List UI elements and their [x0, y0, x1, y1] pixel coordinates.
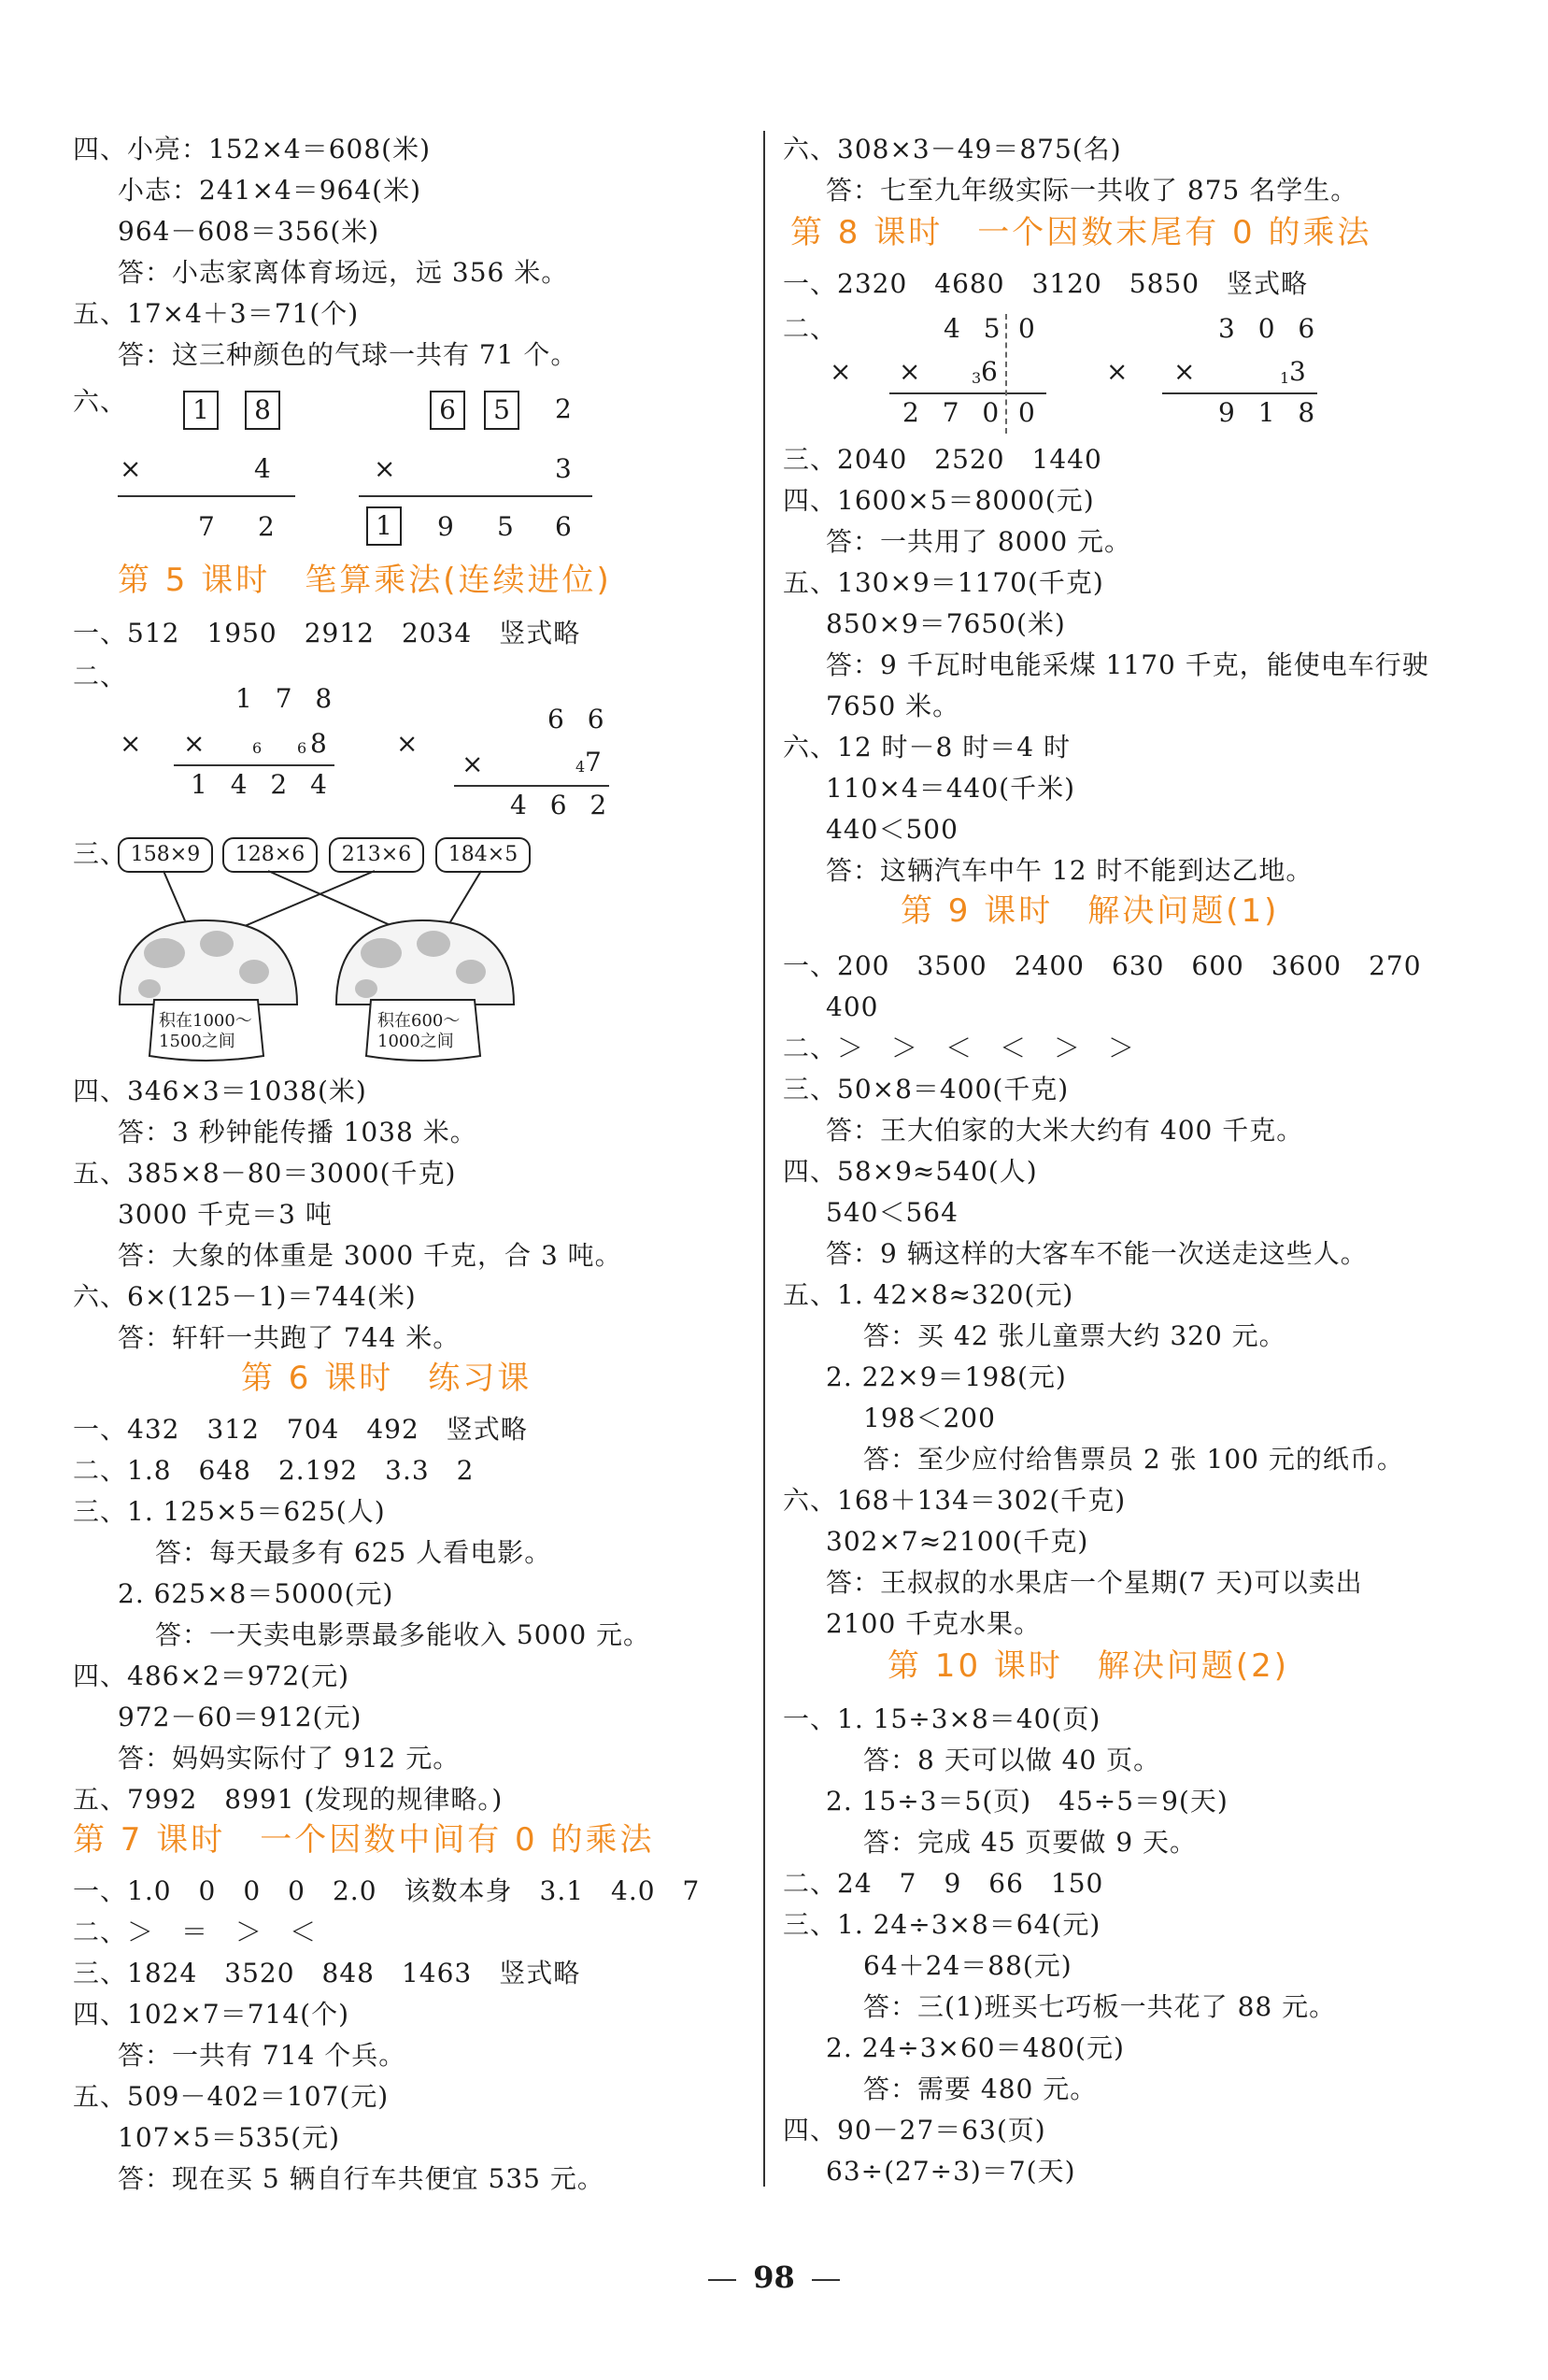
line: 五、1. 42×8≈320(元): [783, 1279, 1074, 1310]
line: 3000 千克＝3 吨: [118, 1199, 333, 1230]
line: 小志：241×4＝964(米): [118, 175, 422, 206]
line: 2100 千克水果。: [826, 1608, 1042, 1639]
carry-digit: 6: [252, 739, 263, 757]
digit-box: 5: [484, 391, 519, 430]
line: 答：9 辆这样的大客车不能一次送走这些人。: [826, 1238, 1368, 1269]
times-sign: ×: [396, 728, 419, 759]
mushroom-label: 1500之间: [159, 1032, 235, 1051]
times-sign: ×: [462, 748, 484, 779]
digit: 0: [1018, 313, 1035, 344]
carry-digit: 1: [1280, 369, 1290, 387]
times-sign: ×: [830, 356, 852, 387]
section-heading: 第 9 课时 解决问题(1): [901, 892, 1280, 930]
line: 198＜200: [863, 1403, 996, 1433]
line: 四、346×3＝1038(米): [73, 1076, 367, 1106]
expression-oval: 213×6: [329, 837, 424, 873]
mushroom-label: 积在600～: [377, 1011, 461, 1031]
line: 六、6×(125－1)＝744(米): [73, 1281, 417, 1312]
line: 63÷(27÷3)＝7(天): [826, 2156, 1076, 2187]
section-heading: 第 7 课时 一个因数中间有 0 的乘法: [73, 1821, 655, 1859]
line: 四、102×7＝714(个): [73, 1999, 350, 2030]
line: 440＜500: [826, 814, 959, 845]
section-label: 六、: [73, 386, 128, 417]
rule-line: [1162, 392, 1317, 394]
digit: 6: [555, 511, 572, 542]
line: 三、1. 24÷3×8＝64(元): [783, 1909, 1101, 1940]
line: 一、2320 4680 3120 5850 竖式略: [783, 268, 1309, 299]
line: 答：完成 45 页要做 9 天。: [863, 1827, 1198, 1858]
line: 答：一共用了 8000 元。: [826, 526, 1132, 557]
line: 答：需要 480 元。: [863, 2074, 1098, 2104]
column-divider: [763, 131, 765, 2187]
line: 107×5＝535(元): [118, 2122, 341, 2153]
page-dash-left: [708, 2279, 736, 2281]
digit: 2: [258, 511, 275, 542]
line: 答：小志家离体育场远，远 356 米。: [118, 257, 569, 288]
digit: 3: [555, 453, 572, 484]
digit: 0: [1018, 397, 1035, 428]
line: 答：8 天可以做 40 页。: [863, 1745, 1161, 1775]
section-heading: 第 5 课时 笔算乘法(连续进位): [118, 562, 612, 599]
line: 一、432 312 704 492 竖式略: [73, 1414, 528, 1445]
digits: 3 0 6: [1218, 313, 1323, 344]
expression-oval: 158×9: [118, 837, 213, 873]
line: 2. 625×8＝5000(元): [118, 1578, 394, 1609]
times-sign: ×: [1173, 356, 1196, 387]
line: 540＜564: [826, 1197, 959, 1228]
line: 四、90－27＝63(页): [783, 2115, 1046, 2145]
line: 答：一天卖电影票最多能收入 5000 元。: [155, 1619, 651, 1650]
page-number-text: 98: [753, 2259, 795, 2295]
line: 四、1600×5＝8000(元): [783, 485, 1095, 516]
section-label: 三、: [73, 838, 128, 869]
times-sign: ×: [120, 728, 142, 759]
times-sign: ×: [1106, 356, 1129, 387]
separator-dashed: [1005, 314, 1007, 434]
line: 一、1. 15÷3×8＝40(页): [783, 1703, 1101, 1734]
line: 二、1.8 648 2.192 3.3 2: [73, 1455, 475, 1486]
digit: 2: [555, 393, 572, 424]
digit-box: 1: [183, 391, 219, 430]
line: 六、12 时－8 时＝4 时: [783, 732, 1071, 762]
line: 答：一共有 714 个兵。: [118, 2040, 406, 2071]
line: 答：至少应付给售票员 2 张 100 元的纸币。: [863, 1444, 1404, 1475]
digit: 5: [497, 511, 514, 542]
line: 一、1.0 0 0 0 2.0 该数本身 3.1 4.0 7: [73, 1875, 701, 1906]
mushroom-label: 积在1000～: [159, 1011, 252, 1031]
line: 四、58×9≈540(人): [783, 1156, 1038, 1187]
digit: 8: [310, 728, 327, 759]
times-sign: ×: [374, 453, 396, 484]
times-sign: ×: [120, 453, 142, 484]
line: 三、1824 3520 848 1463 竖式略: [73, 1958, 581, 1988]
line: 110×4＝440(千米): [826, 773, 1076, 804]
line: 答：现在买 5 辆自行车共便宜 535 元。: [118, 2163, 604, 2194]
digits: 1 7 8: [235, 683, 340, 714]
line: 五、130×9＝1170(千克): [783, 567, 1104, 598]
line: 答：王叔叔的水果店一个星期(7 天)可以卖出: [826, 1567, 1363, 1598]
line: 答：买 42 张儿童票大约 320 元。: [863, 1320, 1286, 1351]
line: 400: [826, 991, 879, 1022]
page-number: [0, 2259, 1548, 2295]
line: 964－608＝356(米): [118, 216, 380, 247]
digit: 9: [437, 511, 454, 542]
digits: 6 6: [547, 704, 612, 734]
carry-digit: 4: [575, 758, 586, 776]
digit-box: 6: [430, 391, 465, 430]
line: 2. 22×9＝198(元): [826, 1361, 1067, 1392]
mushroom-label: 1000之间: [377, 1032, 454, 1051]
expression-oval: 128×6: [222, 837, 318, 873]
line: 二、＞ ＞ ＜ ＜ ＞ ＞: [783, 1033, 1136, 1063]
times-sign: ×: [899, 356, 921, 387]
line: 二、＞ ＝ ＞ ＜: [73, 1917, 318, 1947]
line: 五、509－402＝107(元): [73, 2081, 390, 2112]
line: 302×7≈2100(千克): [826, 1526, 1089, 1557]
matching-lines: [0, 0, 766, 1065]
times-sign: ×: [183, 728, 206, 759]
digits: 9 1 8: [1218, 397, 1323, 428]
line: 一、200 3500 2400 630 600 3600 270: [783, 950, 1422, 981]
line: 答：这三种颜色的气球一共有 71 个。: [118, 339, 578, 370]
line: 五、7992 8991 (发现的规律略。): [73, 1784, 504, 1815]
digit: 4: [254, 453, 271, 484]
line: 64＋24＝88(元): [863, 1950, 1072, 1981]
line: 三、2040 2520 1440: [783, 444, 1102, 475]
line: 答：妈妈实际付了 912 元。: [118, 1743, 461, 1774]
section-heading: 第 8 课时 一个因数末尾有 0 的乘法: [790, 214, 1372, 251]
digits: 4 6 2: [510, 790, 615, 820]
line: 答：这辆汽车中午 12 时不能到达乙地。: [826, 855, 1314, 886]
line: 答：9 千瓦时电能采煤 1170 千克，能使电车行驶: [826, 649, 1429, 680]
digit: 3: [1289, 356, 1306, 387]
line: 二、24 7 9 66 150: [783, 1868, 1104, 1899]
digit-box: 8: [245, 391, 280, 430]
line: 850×9＝7650(米): [826, 608, 1066, 639]
carry-digit: 6: [297, 739, 307, 757]
line: 五、17×4＋3＝71(个): [73, 298, 360, 329]
line: 六、168＋134＝302(千克): [783, 1485, 1127, 1516]
line: 三、50×8＝400(千克): [783, 1074, 1070, 1104]
rule-line: [889, 392, 1046, 394]
line: 答：每天最多有 625 人看电影。: [155, 1537, 552, 1568]
line: 2. 15÷3＝5(页) 45÷5＝9(天): [826, 1786, 1228, 1817]
digits: 4 5: [944, 313, 1008, 344]
line: 972－60＝912(元): [118, 1702, 362, 1732]
digit-box: 1: [366, 506, 402, 546]
line: 答：轩轩一共跑了 744 米。: [118, 1322, 461, 1353]
line: 四、486×2＝972(元): [73, 1660, 350, 1691]
line: 二、: [73, 661, 128, 691]
line: 五、385×8－80＝3000(千克): [73, 1158, 457, 1189]
carry-digit: 3: [972, 369, 982, 387]
expression-oval: 184×5: [435, 837, 531, 873]
digit: 7: [198, 511, 215, 542]
line: 2. 24÷3×60＝480(元): [826, 2032, 1125, 2063]
line: 一、512 1950 2912 2034 竖式略: [73, 618, 581, 648]
line: 答：王大伯家的大米大约有 400 千克。: [826, 1115, 1304, 1146]
line: 7650 米。: [826, 691, 960, 721]
line: 六、308×3－49＝875(名): [783, 134, 1122, 164]
line: 二、: [783, 313, 838, 344]
digit: 6: [981, 356, 998, 387]
line: 答：七至九年级实际一共收了 875 名学生。: [826, 175, 1358, 206]
section-heading: 第 6 课时 练习课: [241, 1360, 533, 1397]
line: 三、1. 125×5＝625(人): [73, 1496, 386, 1527]
line: 四、小亮：152×4＝608(米): [73, 134, 432, 164]
digits: 1 4 2 4: [191, 769, 334, 800]
section-heading: 第 10 课时 解决问题(2): [888, 1647, 1290, 1685]
digit: 7: [585, 747, 602, 777]
line: 答：3 秒钟能传播 1038 米。: [118, 1117, 477, 1147]
page-dash-right: [812, 2279, 840, 2281]
line: 答：大象的体重是 3000 千克，合 3 吨。: [118, 1240, 622, 1271]
line: 答：三(1)班买七巧板一共花了 88 元。: [863, 1991, 1337, 2022]
digits: 2 7 0: [902, 397, 1007, 428]
